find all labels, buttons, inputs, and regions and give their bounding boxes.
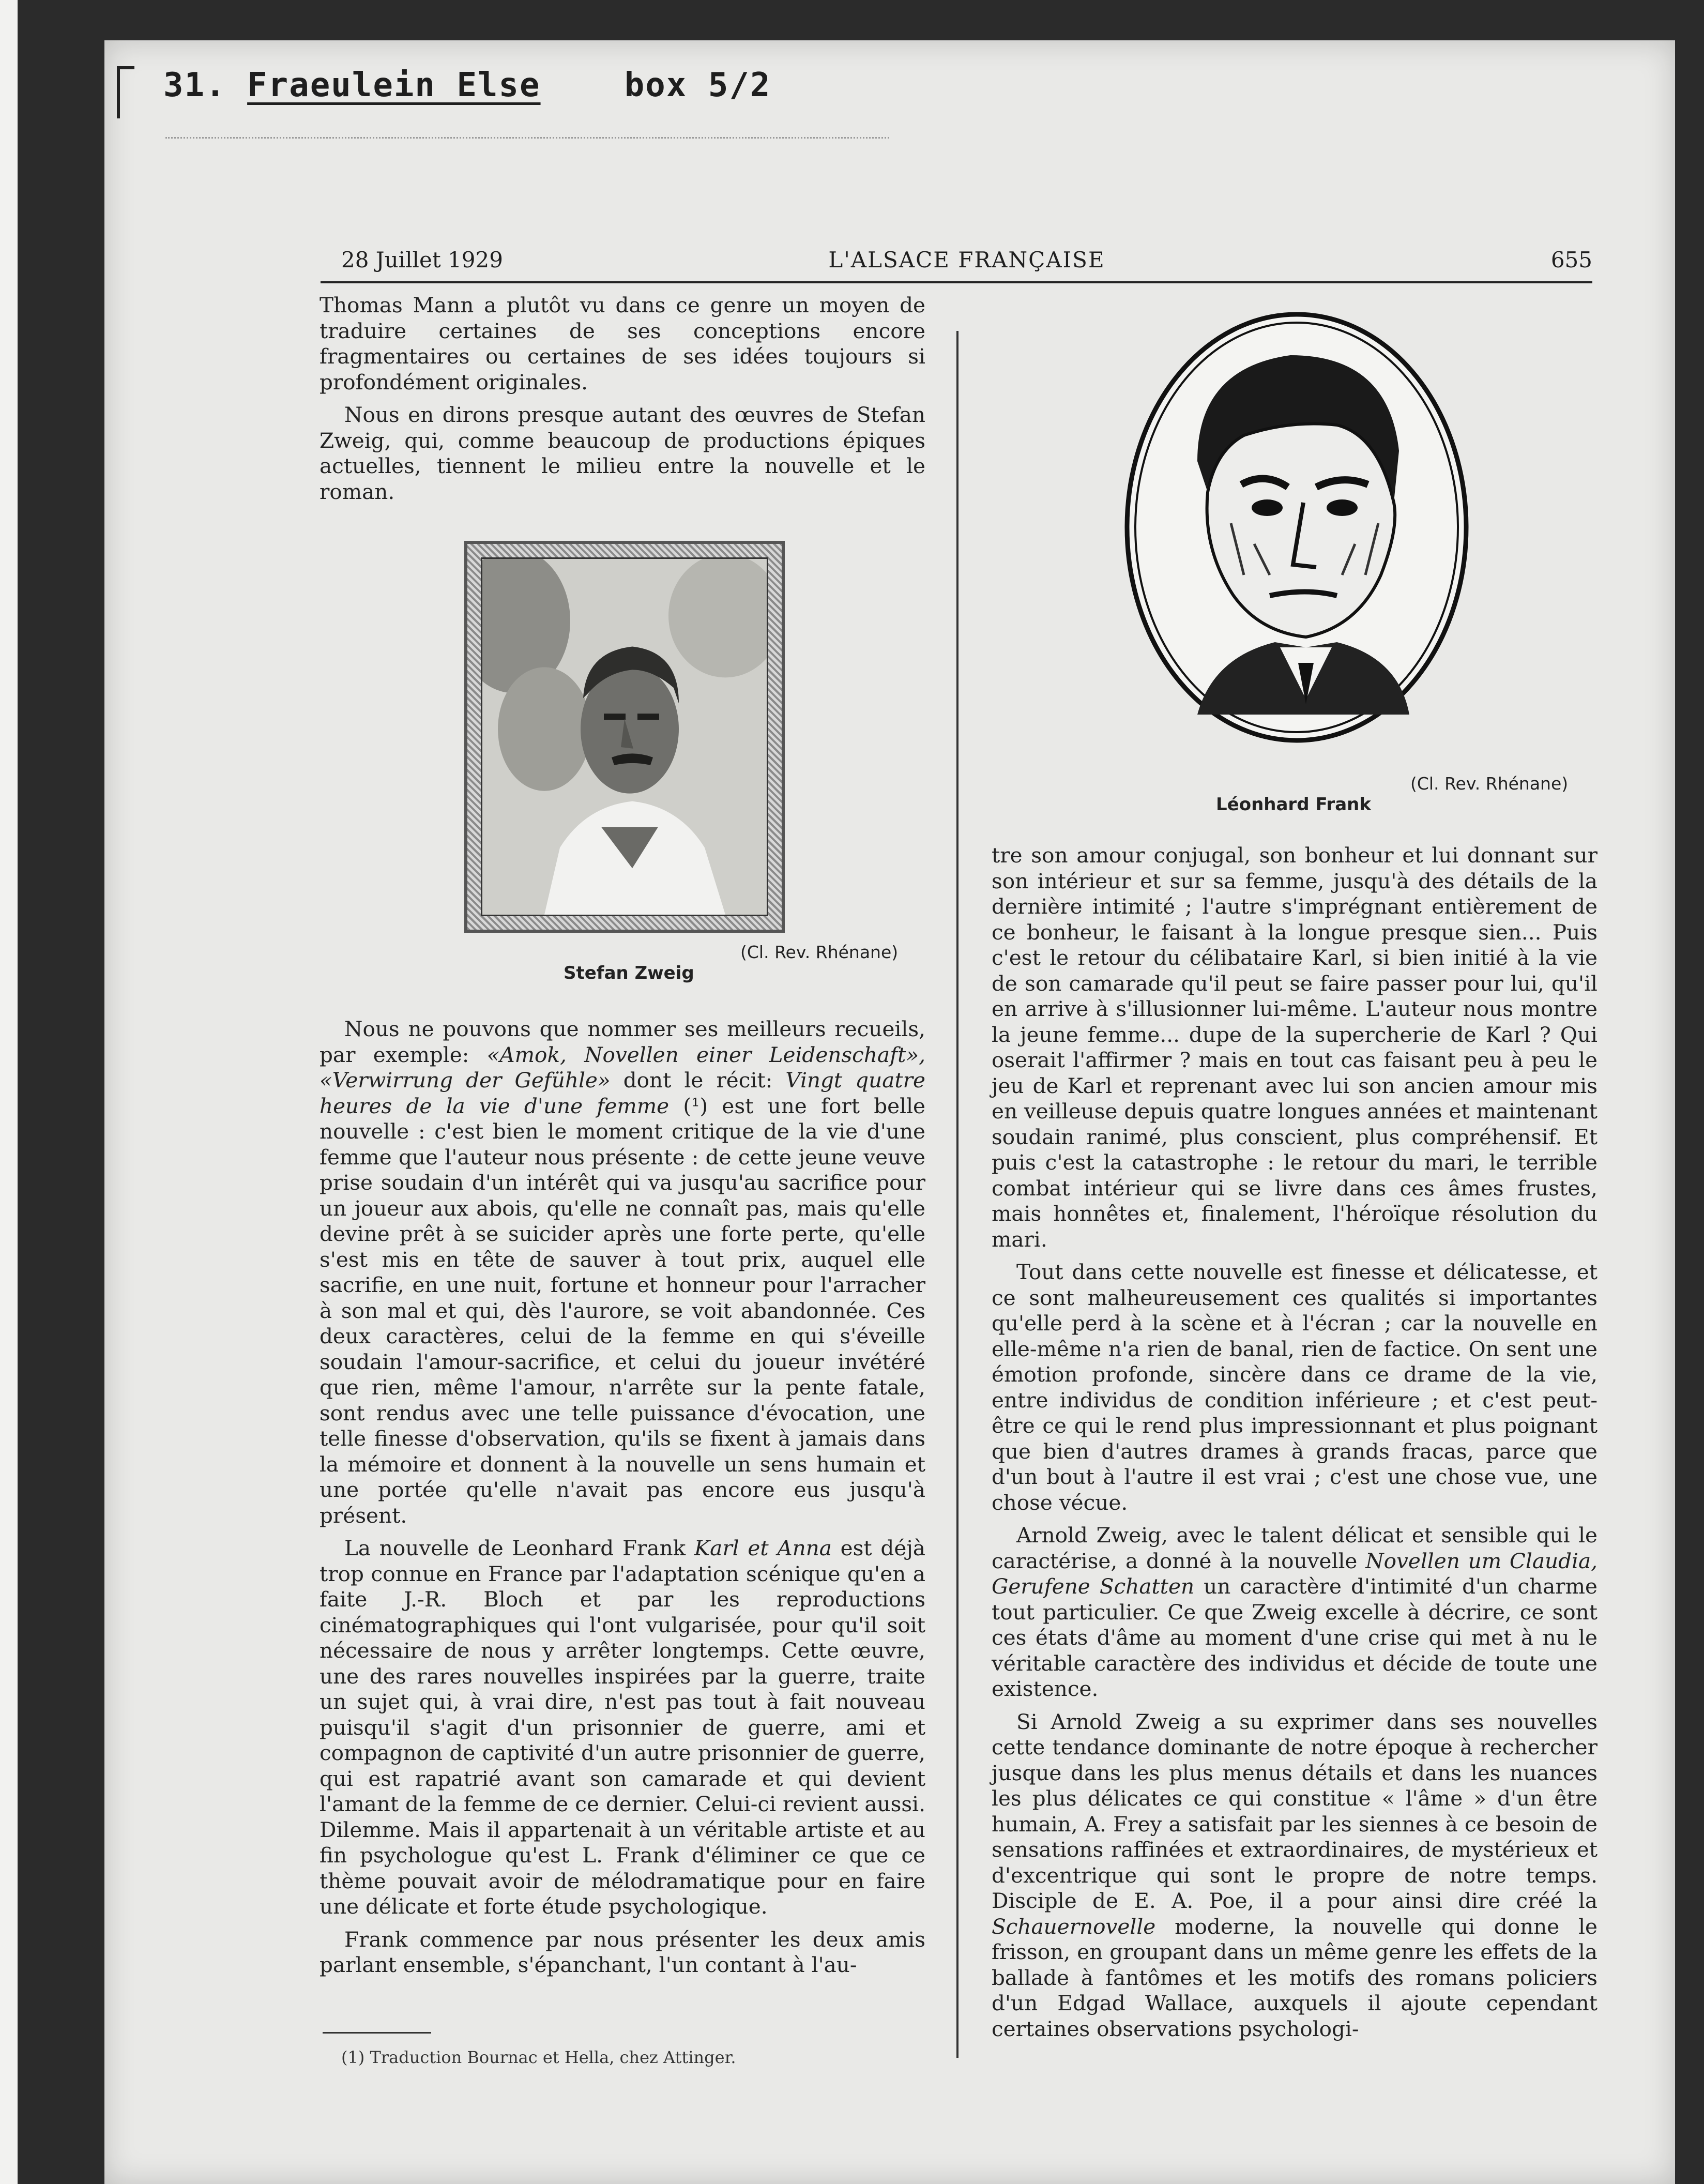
portrait-credit: (Cl. Rev. Rhénane) — [1410, 774, 1569, 794]
paragraph: Frank commence par nous présenter les deux amis parlant ensemble, s'épanchant, l'un contant à l'au- — [320, 1927, 925, 1977]
archive-label — [163, 66, 771, 104]
page-number: 655 — [1550, 247, 1592, 272]
portrait-caption: Léonhard Frank — [1216, 794, 1371, 815]
column-divider — [956, 331, 958, 2058]
archive-number: 31. — [163, 66, 226, 104]
archive-bracket — [117, 66, 134, 118]
right-column — [992, 843, 1598, 2049]
footnote: (1) Traduction Bournac et Hella, chez Attinger. — [341, 2048, 736, 2067]
paragraph: Tout dans cette nouvelle est finesse et délicatesse, et ce sont malheureusement ces qualités si importantes qu'elle perd à la scène et à l'écran ; car la nouvelle en elle-même n'a rien de banal, rien de factice. On sent une émotion profonde, sincère dans ce drame de la vie, entre individus de condition inférieure ; et c'est peut-être ce qui le rend plus impressionnant et plus poignant que bien d'autres drames à grands fracas, parce que d'un bout à l'autre il est vrai ; c'est une chose vue, une chose vécue. — [992, 1260, 1598, 1515]
archive-separator — [165, 137, 889, 139]
paragraph: Nous ne pouvons que nommer ses meilleurs recueils, par exemple: «Amok, Novellen einer Leidenschaft», «Verwirrung der Gefühle» dont le récit: Vingt quatre heures de la vie d'une femme (¹) est une fort belle nouvelle : c'est bien le moment critique de la vie d'une femme que l'auteur nous présente : de cette jeune veuve prise soudain d'un intérêt qui va jusqu'au sacrifice pour un joueur aux abois, qu'elle ne connaît pas, mais qu'elle devine prêt à se suicider après une forte perte, qu'elle s'est mis en tête de sauver à tout prix, auquel elle sacrifie, en une nuit, fortune et honneur pour l'arracher à son mal et qui, dès l'aurore, se voit abandonnée. Ces deux caractères, celui de la femme en qui s'éveille soudain l'amour-sacrifice, et celui du joueur invétéré que rien, même l'amour, n'arrête sur la pente fatale, sont rendus avec une telle puissance d'évocation, une telle finesse d'observation, qu'ils se fixent à jamais dans la mémoire et donnent à la nouvelle un sens humain et une portée qu'elle n'avait pas encore eus jusqu'à présent. — [320, 1017, 926, 1528]
paragraph: La nouvelle de Leonhard Frank Karl et Anna est déjà trop connue en France par l'adaptation scénique qu'en a faite J.-R. Bloch et par les reproductions cinématographiques qui l'ont vulgarisée, pour qu'il soit nécessaire de nous y arrêter longtemps. Cette œuvre, une des rares nouvelles inspirées par la guerre, traite un sujet qui, à vrai dire, n'est pas tout à fait nouveau puisqu'il s'agit d'un prisonnier de guerre, ami et compagnon de captivité d'un autre prisonnier de guerre, qui est rapatrié avant son camarade et qui devient l'amant de la femme de ce dernier. Celui-ci revient aussi. Dilemme. Mais il appartenait à un véritable artiste et au fin psychologue qu'est L. Frank d'éliminer ce que ce thème pouvait avoir de mélodramatique pour en faire une délicate et forte étude psychologique. — [320, 1536, 925, 1919]
archive-title: Fraeulein Else — [247, 66, 541, 104]
footnote-rule — [323, 2032, 431, 2034]
paragraph: Si Arnold Zweig a su exprimer dans ses nouvelles cette tendance dominante de notre époque à rechercher jusque dans les plus menus détails et dans les nuances les plus délicates ce qui constitue « l'âme » d'un être humain, A. Frey a satisfait par les siennes à ce besoin de sensations raffinées et extraordinaires, de mystérieux et d'excentrique qui sont le propre de notre temps. Disciple de E. A. Poe, il a pour ainsi dire créé la Schauernovelle moderne, la nouvelle qui donne le frisson, en groupant dans un même genre les effets de la ballade à fantômes et les motifs des romans policiers d'un Edgad Wallace, auxquels il ajoute cependant certaines observations psychologi- — [992, 1709, 1598, 2041]
journal-title: L'ALSACE FRANÇAISE — [828, 247, 1105, 272]
running-head — [341, 247, 1592, 279]
issue-date: 28 Juillet 1929 — [341, 247, 503, 272]
paragraph: Arnold Zweig, avec le talent délicat et sensible qui le caractérise, a donné à la nouvelle Novellen um Claudia, Gerufene Schatten un caractère d'intimité d'un charme tout particulier. Ce que Zweig excelle à décrire, ce sont ces états d'âme au moment d'une crise qui met à nu le véritable caractère des individus et décide de toute une existence. — [992, 1523, 1598, 1701]
paragraph: tre son amour conjugal, son bonheur et lui donnant sur son intérieur et sur sa femme, jusqu'à des détails de la dernière intimité ; l'autre s'imprégnant entièrement de ce bonheur, le faisant à la longue presque sien... Puis c'est le retour du célibataire Karl, si bien initié à la vie de son camarade qu'il peut se faire passer pour lui, qu'il en arrive à s'illusionner lui-même. L'auteur nous montre la jeune femme... dupe de la supercherie de Karl ? Qui oserait l'affirmer ? mais en tout cas faisant peu à peu le jeu de Karl et reprenant avec lui son ancien amour mis en veilleuse depuis quatre longues années et maintenant soudain ranimé, plus conscient, plus compréhensif. Et puis c'est la catastrophe : le retour du mari, le terrible combat intérieur qui se livre dans ces âmes frustes, mais honnêtes et, finalement, l'héroïque résolution du mari. — [992, 843, 1598, 1252]
left-column-top — [320, 293, 925, 512]
archive-box: box 5/2 — [624, 66, 771, 104]
portrait-photo-icon — [482, 559, 767, 915]
leonhard-frank-portrait-icon — [1120, 306, 1473, 746]
paragraph: Thomas Mann a plutôt vu dans ce genre un moyen de traduire certaines de ses conceptions encore fragmentaires ou certaines de ses idées toujours si profondément originales. — [320, 293, 925, 395]
photo-image — [481, 557, 768, 916]
scan-margin — [0, 0, 18, 2184]
photo-caption: Stefan Zweig — [564, 963, 694, 983]
paragraph: Nous en dirons presque autant des œuvres de Stefan Zweig, qui, comme beaucoup de productions épiques actuelles, tiennent le milieu entre la nouvelle et le roman. — [320, 402, 925, 504]
header-rule — [321, 281, 1592, 283]
stefan-zweig-photo — [464, 541, 785, 933]
photo-credit: (Cl. Rev. Rhénane) — [740, 942, 899, 962]
left-column-bottom — [320, 1017, 925, 1985]
